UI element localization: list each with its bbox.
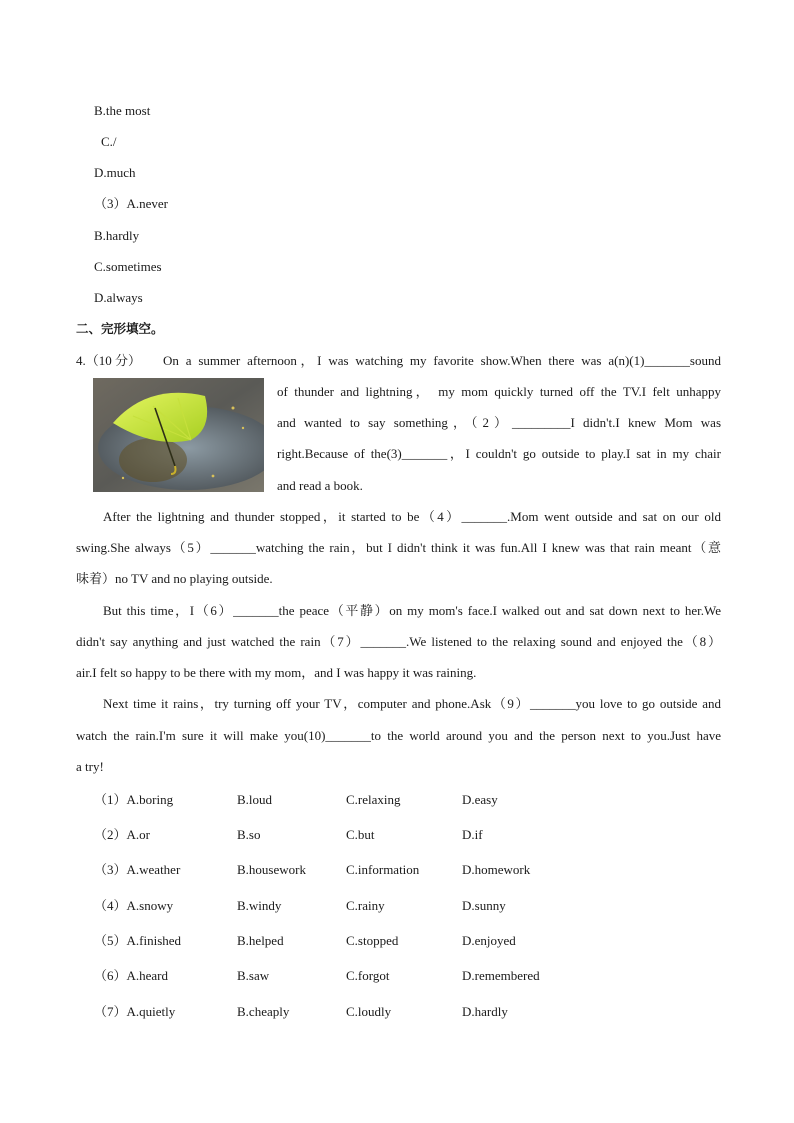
question-number: 4.（10 分） xyxy=(76,353,142,368)
section-title: 二、完形填空。 xyxy=(76,321,164,336)
passage-line: air.I felt so happy to be there with my mom，and I was happy it was raining. xyxy=(76,665,477,680)
prev-option: D.much xyxy=(94,165,136,180)
option-a: （3）A.weather xyxy=(94,862,181,877)
option-d: D.sunny xyxy=(462,898,506,913)
option-d: D.enjoyed xyxy=(462,933,516,948)
option-a: （4）A.snowy xyxy=(94,898,174,913)
option-b: B.so xyxy=(237,827,261,842)
passage-line: a try! xyxy=(76,759,104,774)
passage-line: swing.She always（5）_______watching the rain，but I didn't think it was fun.All I knew was that rain meant（意 xyxy=(76,540,721,555)
passage-line: of thunder and lightning， my mom quickly turned off the TV.I felt unhappy xyxy=(277,384,721,399)
passage-line: and read a book. xyxy=(277,478,363,493)
option-a: （2）A.or xyxy=(94,827,150,842)
option-b: B.helped xyxy=(237,933,284,948)
prev-option: C./ xyxy=(101,134,117,149)
option-c: C.loudly xyxy=(346,1004,392,1019)
passage-line: Next time it rains，try turning off your TV，computer and phone.Ask（9）_______you love to go outside and xyxy=(103,696,721,711)
passage-line: On a summer afternoon，I was watching my favorite show.When there was a(n)(1)_______sound xyxy=(163,353,721,368)
passage-line: After the lightning and thunder stopped，it started to be（4）_______.Mom went outside and sat on our old xyxy=(103,509,721,524)
passage-line: and wanted to say something，（2）_________I didn't.I knew Mom was xyxy=(277,415,721,430)
option-a: （1）A.boring xyxy=(94,792,174,807)
umbrella-photo xyxy=(93,378,264,492)
prev-option: C.sometimes xyxy=(94,259,162,274)
option-b: B.housework xyxy=(237,862,306,877)
option-d: D.hardly xyxy=(462,1004,508,1019)
passage-line: right.Because of the(3)_______，I couldn't go outside to play.I sat in my chair xyxy=(277,446,721,461)
option-a: （7）A.quietly xyxy=(94,1004,176,1019)
prev-option: B.hardly xyxy=(94,228,140,243)
option-b: B.loud xyxy=(237,792,273,807)
passage-line: didn't say anything and just watched the rain（7）_______.We listened to the relaxing sound and enjoyed the（8） xyxy=(76,634,721,649)
option-a: （5）A.finished xyxy=(94,933,182,948)
option-d: D.easy xyxy=(462,792,498,807)
option-d: D.if xyxy=(462,827,483,842)
option-d: D.homework xyxy=(462,862,531,877)
passage-line: But this time，I（6）_______the peace（平静）on my mom's face.I walked out and sat down next to her.We xyxy=(103,603,721,618)
prev-option: （3）A.never xyxy=(94,196,169,211)
option-c: C.relaxing xyxy=(346,792,401,807)
option-c: C.information xyxy=(346,862,420,877)
option-c: C.forgot xyxy=(346,968,390,983)
passage-line: watch the rain.I'm sure it will make you(10)_______to the world around you and the person next to you.Just have xyxy=(76,728,721,743)
passage-line: 味着）no TV and no playing outside. xyxy=(76,571,273,586)
prev-option: D.always xyxy=(94,290,143,305)
option-b: B.saw xyxy=(237,968,270,983)
prev-option: B.the most xyxy=(94,103,151,118)
option-a: （6）A.heard xyxy=(94,968,169,983)
option-c: C.but xyxy=(346,827,375,842)
option-b: B.cheaply xyxy=(237,1004,290,1019)
option-c: C.stopped xyxy=(346,933,399,948)
option-c: C.rainy xyxy=(346,898,385,913)
option-d: D.remembered xyxy=(462,968,540,983)
option-b: B.windy xyxy=(237,898,282,913)
